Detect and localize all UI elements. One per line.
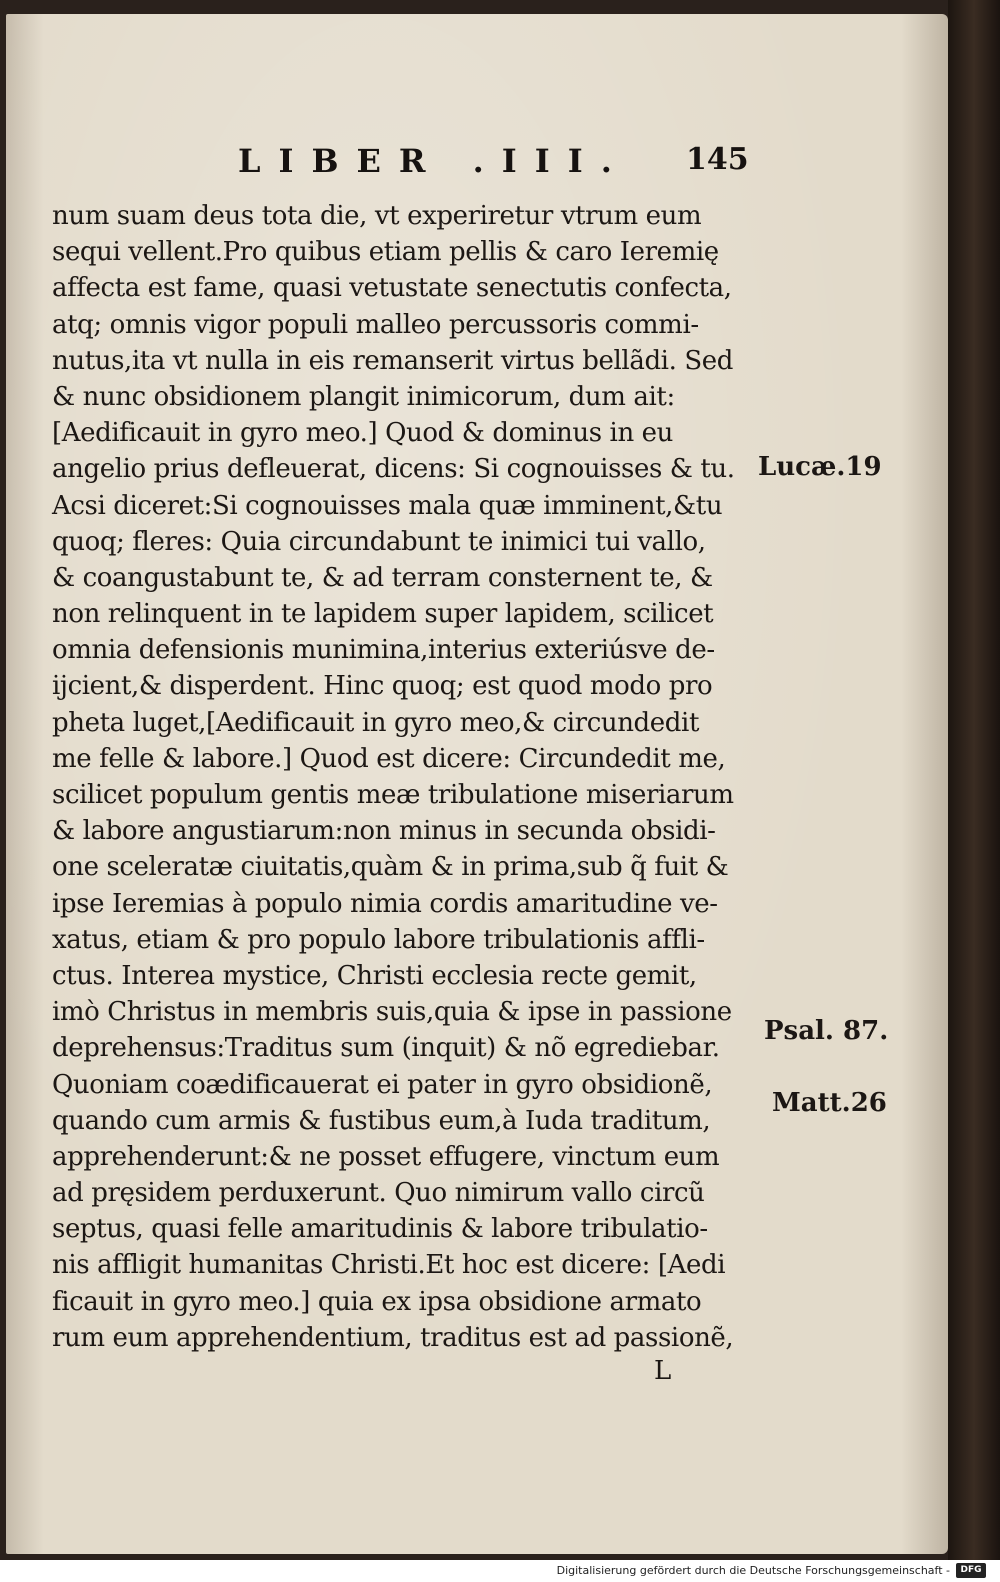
text-line: ipse Ieremias à populo nimia cordis amaritudine ve- xyxy=(52,888,718,919)
text-line: Quoniam coædificauerat ei pater in gyro obsidionẽ, xyxy=(52,1069,713,1100)
text-line: rum eum apprehendentium, traditus est ad passionẽ, xyxy=(52,1322,734,1353)
text-line: nutus,ita vt nulla in eis remanserit virtus bellãdi. Sed xyxy=(52,345,733,376)
page-number: 145 xyxy=(686,142,749,177)
text-line: omnia defensionis munimina,interius exteriúsve de- xyxy=(52,635,715,666)
text-line: apprehenderunt:& ne posset effugere, vinctum eum xyxy=(52,1141,720,1172)
text-line: num suam deus tota die, vt experiretur vtrum eum xyxy=(52,201,702,231)
text-line: ctus. Interea mystice, Christi ecclesia recte gemit, xyxy=(52,960,697,991)
text-line: quoq; fleres: Quia circundabunt te inimici tui vallo, xyxy=(52,526,706,557)
text-line: atq; omnis vigor populi malleo percussoris commi- xyxy=(52,309,699,340)
text-line: scilicet populum gentis meæ tribulatione miseriarum xyxy=(52,780,734,810)
text-line: affecta est fame, quasi vetustate senectutis confecta, xyxy=(52,273,732,304)
main-text-block xyxy=(52,198,772,1356)
running-title: LIBER .III. xyxy=(238,142,630,180)
text-line: & labore angustiarum:non minus in secunda obsidi- xyxy=(52,816,716,847)
text-line: Acsi diceret:Si cognouisses mala quæ imminent,&tu xyxy=(52,490,723,521)
catchword: L xyxy=(654,1356,672,1386)
text-line: sequi vellent.Pro quibus etiam pellis & caro Ieremię xyxy=(52,237,719,268)
text-line: nis affligit humanitas Christi.Et hoc est dicere: [Aedi xyxy=(52,1250,726,1281)
text-line: me felle & labore.] Quod est dicere: Circundedit me, xyxy=(52,743,726,774)
funding-credit: Digitalisierung gefördert durch die Deutsche Forschungsgemeinschaft - xyxy=(556,1564,950,1577)
text-line: ijcient,& disperdent. Hinc quoq; est quod modo pro xyxy=(52,671,713,702)
marginal-note-psal: Psal. 87. xyxy=(764,1016,889,1046)
text-line: ficauit in gyro meo.] quia ex ipsa obsidione armato xyxy=(52,1286,702,1317)
marginal-note-lucae: Lucæ.19 xyxy=(758,452,882,482)
text-line: imò Christus in membris suis,quia & ipse in passione xyxy=(52,997,732,1028)
book-page xyxy=(6,14,948,1554)
text-line: pheta luget,[Aedificauit in gyro meo,& circundedit xyxy=(52,707,699,738)
text-line: septus, quasi felle amaritudinis & labore tribulatio- xyxy=(52,1214,708,1245)
text-line: & coangustabunt te, & ad terram consternent te, & xyxy=(52,562,713,593)
text-line: deprehensus:Traditus sum (inquit) & nõ egrediebar. xyxy=(52,1033,720,1064)
text-line: [Aedificauit in gyro meo.] Quod & dominus in eu xyxy=(52,418,674,449)
text-line: one sceleratæ ciuitatis,quàm & in prima,sub q̃ fuit & xyxy=(52,852,729,883)
dfg-logo-icon: DFG xyxy=(956,1563,986,1578)
footer-bar xyxy=(0,1560,1000,1582)
text-line: non relinquent in te lapidem super lapidem, scilicet xyxy=(52,599,714,630)
marginal-note-matt: Matt.26 xyxy=(772,1088,887,1118)
text-line: xatus, etiam & pro populo labore tribulationis affli- xyxy=(52,924,705,955)
book-spine-edge xyxy=(948,0,1000,1560)
page-header xyxy=(6,142,948,192)
text-line: & nunc obsidionem plangit inimicorum, dum ait: xyxy=(52,381,675,412)
text-line: ad pręsidem perduxerunt. Quo nimirum vallo circũ xyxy=(52,1178,705,1209)
text-line: angelio prius defleuerat, dicens: Si cognouisses & tu. xyxy=(52,454,735,485)
text-line: quando cum armis & fustibus eum,à Iuda traditum, xyxy=(52,1105,711,1136)
